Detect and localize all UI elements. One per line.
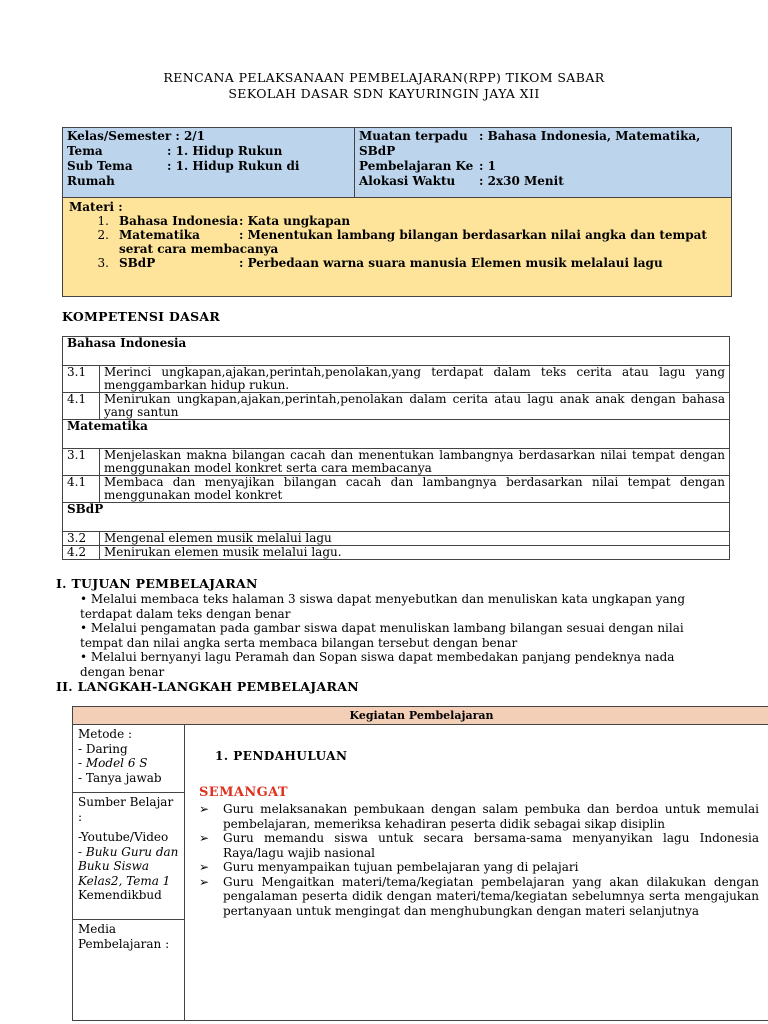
table-row: [63, 546, 730, 560]
kelas-semester: Kelas/Semester : 2/1: [67, 129, 206, 143]
materi-subject: Bahasa Indonesia: [119, 214, 239, 228]
materi-item: [69, 228, 725, 242]
list-item: [199, 875, 768, 919]
materi-cell: [63, 198, 731, 296]
materi-heading: Materi :: [69, 200, 123, 214]
tema-label: Tema: [67, 144, 103, 158]
alokasi-row: [359, 174, 727, 189]
table-row: [63, 503, 730, 532]
kd-text: Menirukan elemen musik melalui lagu.: [100, 546, 730, 560]
sumber-item: Kemendikbud: [78, 888, 162, 902]
info-table: [62, 127, 732, 297]
kd-number: 3.1: [63, 366, 100, 393]
table-row: [63, 337, 730, 366]
table-row: [63, 393, 730, 420]
kd-number: 4.1: [63, 476, 100, 503]
materi-item-cont: [69, 242, 725, 256]
sumber-item: -Youtube/Video: [78, 830, 169, 844]
materi-desc: : Menentukan lambang bilangan berdasarkan nilai angka dan tempat: [239, 228, 707, 242]
kompetensi-table: [62, 336, 730, 560]
pembelajaran-label: Pembelajaran Ke: [359, 159, 474, 173]
tujuan-item: • Melalui pengamatan pada gambar siswa dapat menuliskan lambang bilangan sesuai dengan nilai tempat dan nilai angka serta membaca bilangan tersebut dengan benar: [80, 621, 684, 650]
kd-number: 4.1: [63, 393, 100, 420]
materi-item: [69, 214, 725, 228]
subtema-value: : 1. Hidup Rukun di: [167, 159, 300, 173]
tema-value: : 1. Hidup Rukun: [167, 144, 283, 158]
materi-num: 3.: [97, 256, 109, 270]
tujuan-item: • Melalui bernyanyi lagu Peramah dan Sopan siswa dapat membedakan panjang pendeknya nada dengan benar: [80, 650, 675, 679]
materi-desc-cont: serat cara membacanya: [119, 242, 279, 256]
kd-text: Menjelaskan makna bilangan cacah dan menentukan lambangnya berdasarkan nilai tempat dengan menggunakan model konkret serta cara membacanya: [100, 449, 730, 476]
metode-cell: [73, 725, 184, 793]
list-item-text: Guru Mengaitkan materi/tema/kegiatan pembelajaran yang akan dilakukan dengan pengalaman peserta didik dengan materi/tema/kegiatan sebelumnya serta mengajukan pertanyaan untuk mengingat dan menghubungkan dengan materi selanjutnya: [223, 874, 759, 918]
subtema-continuation: Rumah: [67, 174, 115, 188]
kd-text: Merinci ungkapan,ajakan,perintah,penolakan,yang terdapat dalam teks cerita atau lagu yang menggambarkan hidup rukun.: [100, 366, 730, 393]
kd-number: 3.2: [63, 532, 100, 546]
metode-item: - Model 6 S: [78, 756, 148, 770]
pembelajaran-value: : 1: [479, 159, 496, 173]
langkah-heading: II. LANGKAH-LANGKAH PEMBELAJARAN: [56, 679, 359, 694]
materi-subject: SBdP: [119, 256, 156, 270]
media-label: Media Pembelajaran :: [78, 922, 170, 951]
list-item-text: Guru melaksanakan pembukaan dengan salam pembuka dan berdoa untuk memulai pembelajaran, memeriksa kehadiran peserta didik sebagai sikap disiplin: [223, 802, 759, 831]
list-item-text: Guru memandu siswa untuk secara bersama-sama menyanyikan lagu Indonesia Raya/lagu wajib nasional: [223, 831, 759, 860]
metode-label: Metode :: [78, 727, 133, 741]
semangat-label: SEMANGAT: [199, 785, 289, 800]
kegiatan-content: [185, 725, 768, 1020]
subtema-row: [67, 159, 350, 174]
kd-text: Mengenal elemen musik melalui lagu: [100, 532, 730, 546]
materi-item: [69, 256, 725, 270]
doc-title-line2: SEKOLAH DASAR SDN KAYURINGIN JAYA XII: [228, 86, 540, 101]
alokasi-value: : 2x30 Menit: [479, 174, 564, 188]
metode-item: - Daring: [78, 741, 128, 756]
table-row: [63, 532, 730, 546]
arrow-bullet-icon: ➢: [199, 860, 210, 874]
arrow-bullet-icon: ➢: [199, 802, 210, 816]
sumber-cell: [73, 793, 184, 920]
media-cell: [73, 920, 184, 1020]
info-top-row: [63, 128, 731, 198]
arrow-bullet-icon: ➢: [199, 874, 210, 889]
materi-num: 1.: [97, 214, 109, 228]
tema-row: [67, 144, 350, 159]
kd-text: Menirukan ungkapan,ajakan,perintah,penolakan dalam cerita atau lagu anak anak dengan bahasa yang santun: [100, 393, 730, 420]
materi-subject: Matematika: [119, 228, 200, 242]
info-right-cell: [355, 128, 731, 197]
table-row: [63, 476, 730, 503]
tujuan-heading: I. TUJUAN PEMBELAJARAN: [56, 576, 258, 591]
doc-title-line1: RENCANA PELAKSANAAN PEMBELAJARAN(RPP) TIKOM SABAR: [163, 70, 605, 85]
pendahuluan-heading: 1. PENDAHULUAN: [215, 749, 348, 763]
muatan-continuation: SBdP: [359, 144, 396, 158]
subtema-label: Sub Tema: [67, 159, 133, 173]
pembelajaran-row: [359, 159, 727, 174]
kegiatan-header: Kegiatan Pembelajaran: [73, 707, 768, 725]
kompetensi-heading: KOMPETENSI DASAR: [62, 309, 221, 324]
sumber-item: - Buku Guru dan Buku Siswa Kelas2, Tema 1: [78, 844, 179, 888]
tujuan-item: • Melalui membaca teks halaman 3 siswa dapat menyebutkan dan menuliskan kata ungkapan yang terdapat dalam teks dengan benar: [80, 592, 686, 621]
sumber-label: Sumber Belajar :: [78, 795, 174, 824]
materi-num: 2.: [97, 228, 109, 242]
table-row: [63, 366, 730, 393]
kd-number: 3.1: [63, 449, 100, 476]
muatan-row: [359, 129, 727, 144]
group-header: Matematika: [63, 420, 730, 449]
info-left-cell: [63, 128, 355, 197]
group-header: Bahasa Indonesia: [63, 337, 730, 366]
langkah-left-column: [73, 725, 185, 1020]
list-item-text: Guru menyampaikan tujuan pembelajaran yang di pelajari: [223, 860, 579, 874]
metode-item: - Tanya jawab: [78, 770, 162, 785]
materi-num-spacer: [69, 242, 119, 256]
table-row: [63, 449, 730, 476]
materi-desc: : Perbedaan warna suara manusia Elemen musik melalaui lagu: [239, 256, 663, 270]
langkah-table: [72, 706, 768, 1021]
table-row: [63, 420, 730, 449]
list-item: [199, 831, 768, 860]
group-header: SBdP: [63, 503, 730, 532]
arrow-bullet-icon: ➢: [199, 831, 210, 845]
list-item: [199, 860, 768, 875]
materi-desc: : Kata ungkapan: [239, 214, 351, 228]
kd-number: 4.2: [63, 546, 100, 560]
muatan-value: : Bahasa Indonesia, Matematika,: [479, 129, 701, 143]
muatan-label: Muatan terpadu: [359, 129, 468, 143]
langkah-body: [73, 725, 768, 1020]
tujuan-list: [80, 592, 720, 679]
list-item: [199, 802, 768, 831]
kd-text: Membaca dan menyajikan bilangan cacah dan lambangnya berdasarkan nilai tempat dengan menggunakan model konkret: [100, 476, 730, 503]
alokasi-label: Alokasi Waktu: [359, 174, 456, 188]
